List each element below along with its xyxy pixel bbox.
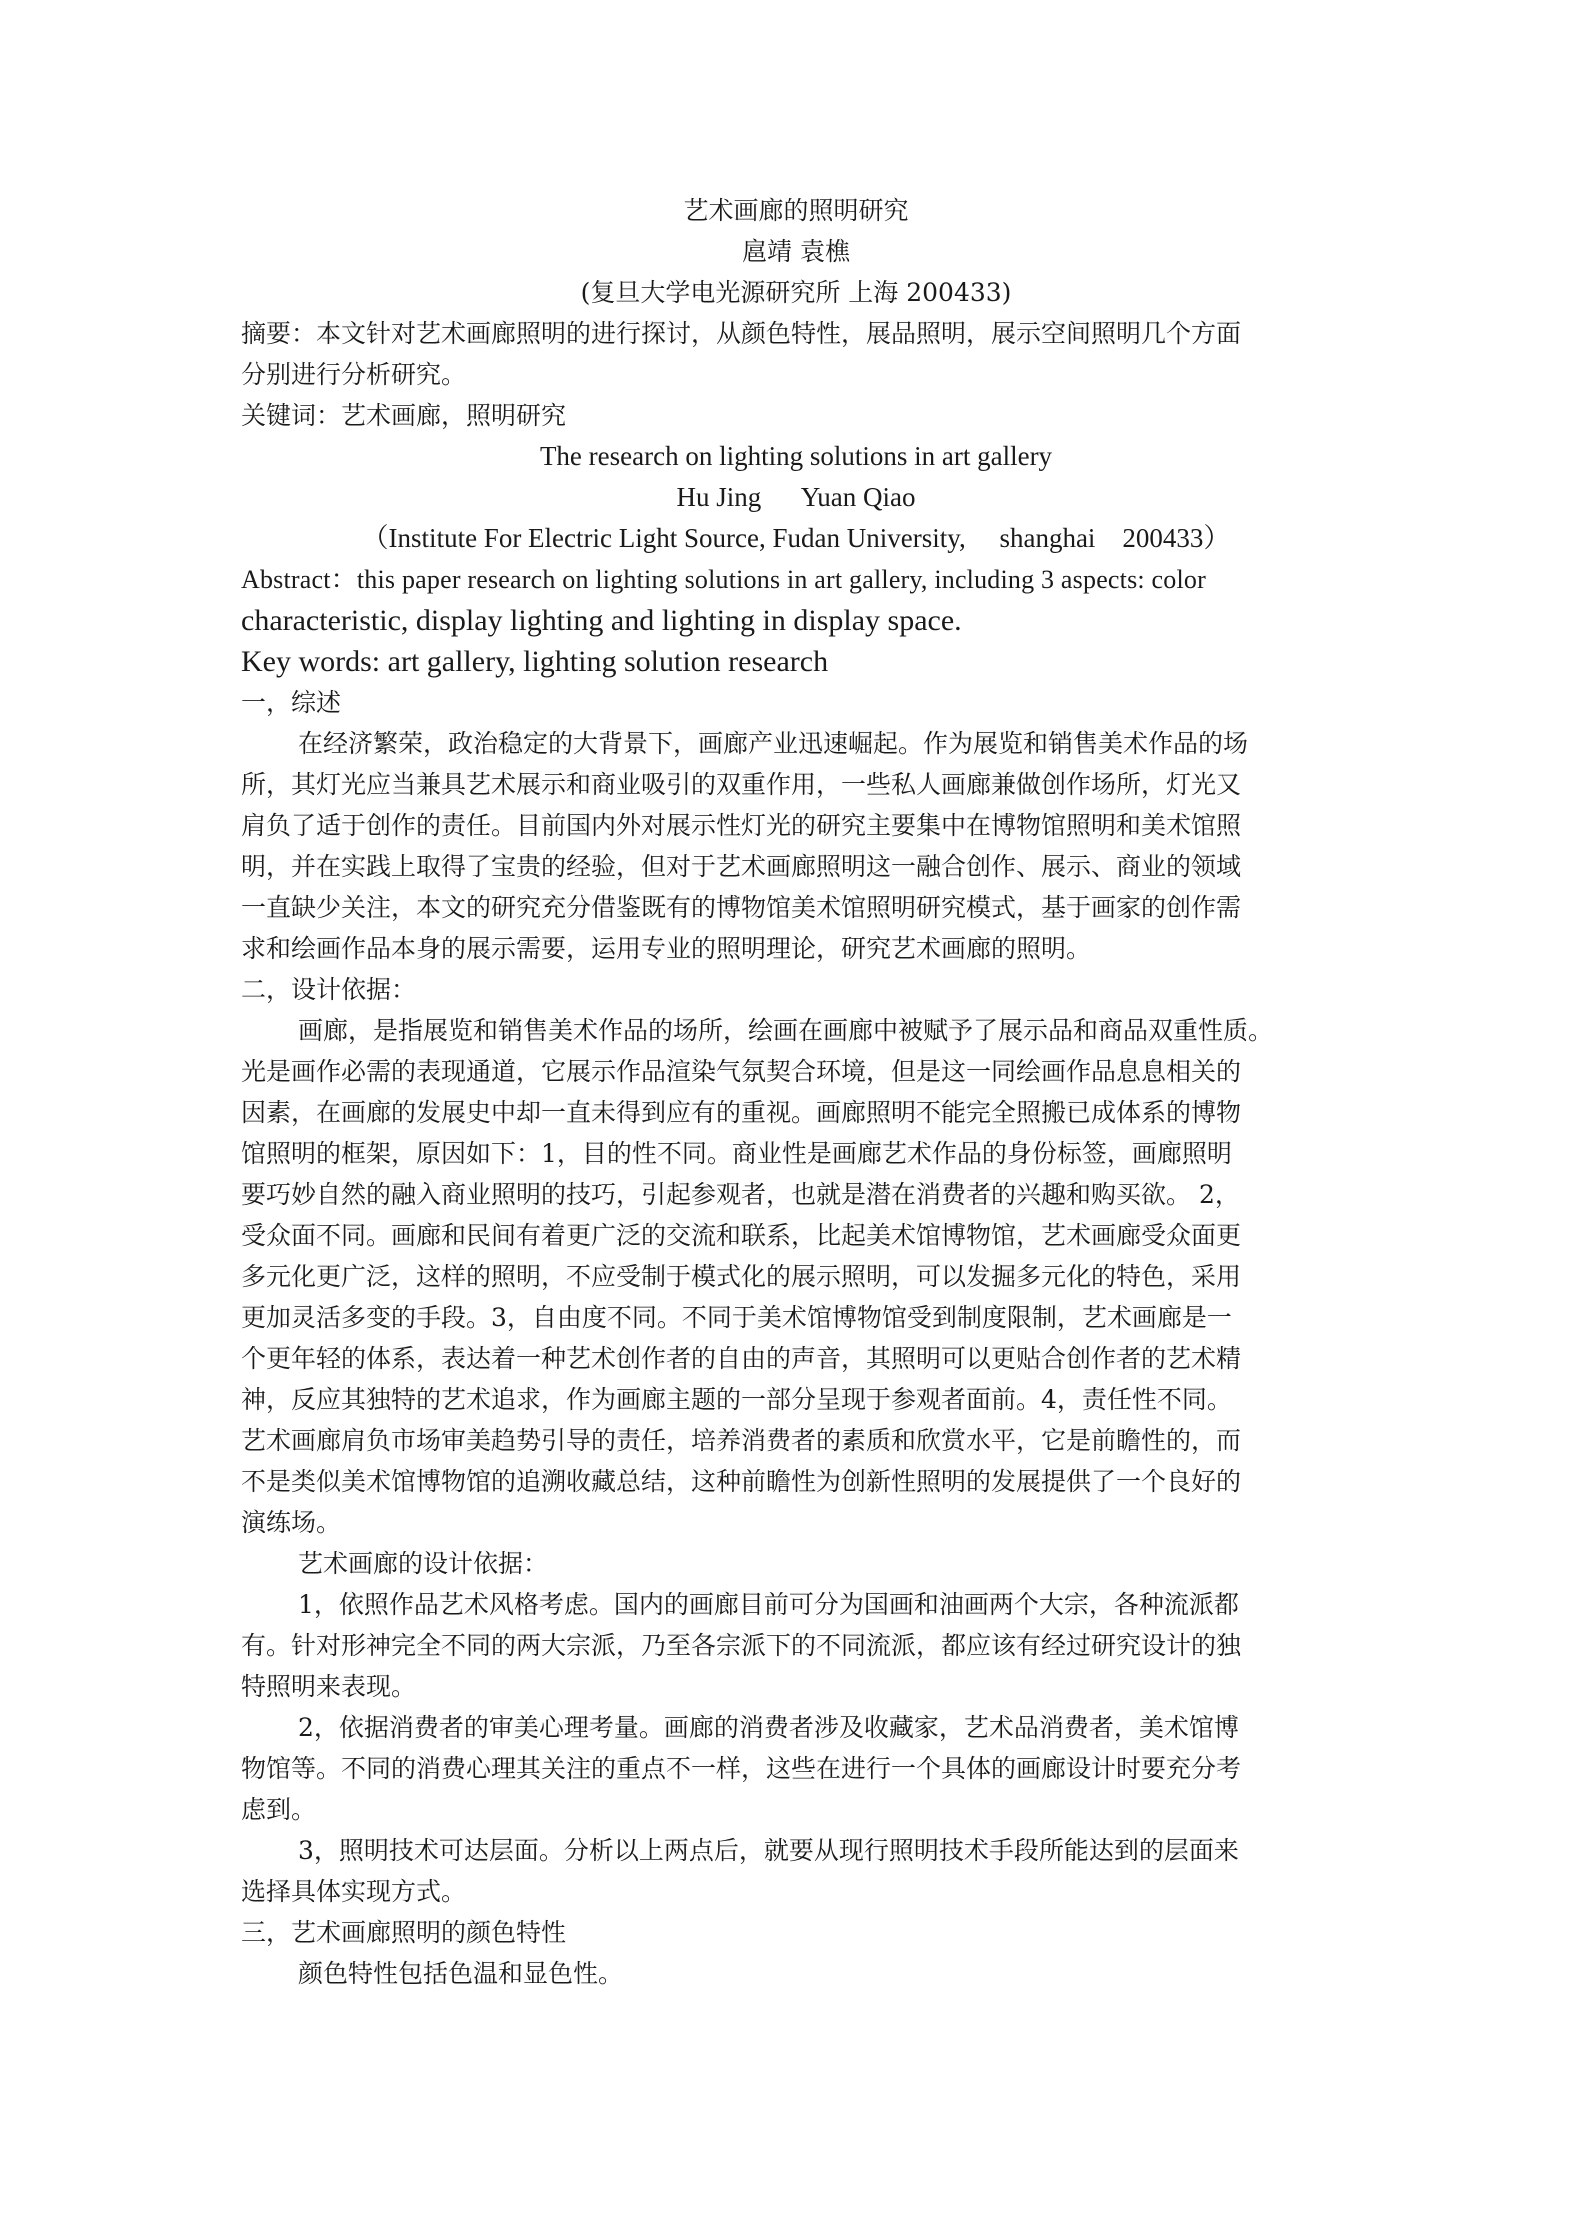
body-line: 一直缺少关注，本文的研究充分借鉴既有的博物馆美术馆照明研究模式，基于画家的创作需 (241, 893, 1242, 922)
body-line: 画廊，是指展览和销售美术作品的场所，绘画在画廊中被赋予了展示品和商品双重性质。 (298, 1016, 1274, 1045)
body-line: 神，反应其独特的艺术追求，作为画廊主题的一部分呈现于参观者面前。4，责任性不同。 (241, 1385, 1232, 1414)
section-heading: 三，艺术画廊照明的颜色特性 (241, 1918, 567, 1947)
body-line: 有。针对形神完全不同的两大宗派，乃至各宗派下的不同流派，都应该有经过研究设计的独 (241, 1631, 1242, 1660)
english-affiliation: （Institute For Electric Light Source, Fudan University, shanghai 200433） (361, 523, 1231, 553)
section-heading: 二，设计依据： (241, 975, 417, 1004)
body-line: 3，照明技术可达层面。分析以上两点后，就要从现行照明技术手段所能达到的层面来 (298, 1836, 1239, 1865)
english-authors: Hu Jing Yuan Qiao (676, 482, 916, 512)
body-line: 颜色特性包括色温和显色性。 (298, 1959, 624, 1988)
section-heading: 一，综述 (241, 688, 342, 717)
body-line: 2，依据消费者的审美心理考量。画廊的消费者涉及收藏家，艺术品消费者，美术馆博 (298, 1713, 1239, 1742)
document-page (241, 190, 1351, 1994)
body-line: 要巧妙自然的融入商业照明的技巧，引起参观者，也就是潜在消费者的兴趣和购买欲。 2， (241, 1180, 1240, 1209)
body-line: 肩负了适于创作的责任。目前国内外对展示性灯光的研究主要集中在博物馆照明和美术馆照 (241, 811, 1242, 840)
body-line: 虑到。 (241, 1795, 317, 1824)
body-line: 因素，在画廊的发展史中却一直未得到应有的重视。画廊照明不能完全照搬已成体系的博物 (241, 1098, 1242, 1127)
paper-title: 艺术画廊的照明研究 (683, 196, 909, 225)
body-line: 在经济繁荣，政治稳定的大背景下，画廊产业迅速崛起。作为展览和销售美术作品的场 (298, 729, 1249, 758)
abstract-cn-line: 摘要：本文针对艺术画廊照明的进行探讨，从颜色特性，展品照明，展示空间照明几个方面 (241, 319, 1242, 348)
english-abstract-line: characteristic, display lighting and lighting in display space. (241, 604, 962, 637)
keywords-cn: 关键词：艺术画廊，照明研究 (241, 401, 567, 430)
abstract-cn-line: 分别进行分析研究。 (241, 360, 467, 389)
body-line: 馆照明的框架，原因如下：1，目的性不同。商业性是画廊艺术作品的身份标签，画廊照明 (241, 1139, 1232, 1168)
body-line: 演练场。 (241, 1508, 342, 1537)
subsection-heading: 艺术画廊的设计依据： (298, 1549, 549, 1578)
english-abstract-line: Abstract：this paper research on lighting solutions in art gallery, including 3 aspects: color (241, 565, 1206, 594)
body-line: 所，其灯光应当兼具艺术展示和商业吸引的双重作用，一些私人画廊兼做创作场所，灯光又 (241, 770, 1242, 799)
body-line: 明，并在实践上取得了宝贵的经验，但对于艺术画廊照明这一融合创作、展示、商业的领域 (241, 852, 1242, 881)
english-title: The research on lighting solutions in art gallery (539, 441, 1053, 471)
paper-authors: 扈靖 袁樵 (742, 237, 850, 266)
body-line: 艺术画廊肩负市场审美趋势引导的责任，培养消费者的素质和欣赏水平，它是前瞻性的，而 (241, 1426, 1242, 1455)
body-line: 不是类似美术馆博物馆的追溯收藏总结，这种前瞻性为创新性照明的发展提供了一个良好的 (241, 1467, 1242, 1496)
paper-affiliation: (复旦大学电光源研究所 上海 200433) (580, 278, 1012, 307)
body-line: 个更年轻的体系，表达着一种艺术创作者的自由的声音，其照明可以更贴合创作者的艺术精 (241, 1344, 1242, 1373)
body-line: 物馆等。不同的消费心理其关注的重点不一样，这些在进行一个具体的画廊设计时要充分考 (241, 1754, 1242, 1783)
english-keywords: Key words: art gallery, lighting solution research (241, 645, 829, 678)
body-line: 受众面不同。画廊和民间有着更广泛的交流和联系，比起美术馆博物馆，艺术画廊受众面更 (241, 1221, 1242, 1250)
body-line: 特照明来表现。 (241, 1672, 417, 1701)
body-line: 1，依照作品艺术风格考虑。国内的画廊目前可分为国画和油画两个大宗，各种流派都 (298, 1590, 1239, 1619)
body-line: 求和绘画作品本身的展示需要，运用专业的照明理论，研究艺术画廊的照明。 (241, 934, 1092, 963)
body-line: 选择具体实现方式。 (241, 1877, 467, 1906)
body-line: 多元化更广泛，这样的照明，不应受制于模式化的展示照明，可以发掘多元化的特色，采用 (241, 1262, 1242, 1291)
body-line: 更加灵活多变的手段。3，自由度不同。不同于美术馆博物馆受到制度限制，艺术画廊是一 (241, 1303, 1232, 1332)
body-line: 光是画作必需的表现通道，它展示作品渲染气氛契合环境，但是这一同绘画作品息息相关的 (241, 1057, 1242, 1086)
